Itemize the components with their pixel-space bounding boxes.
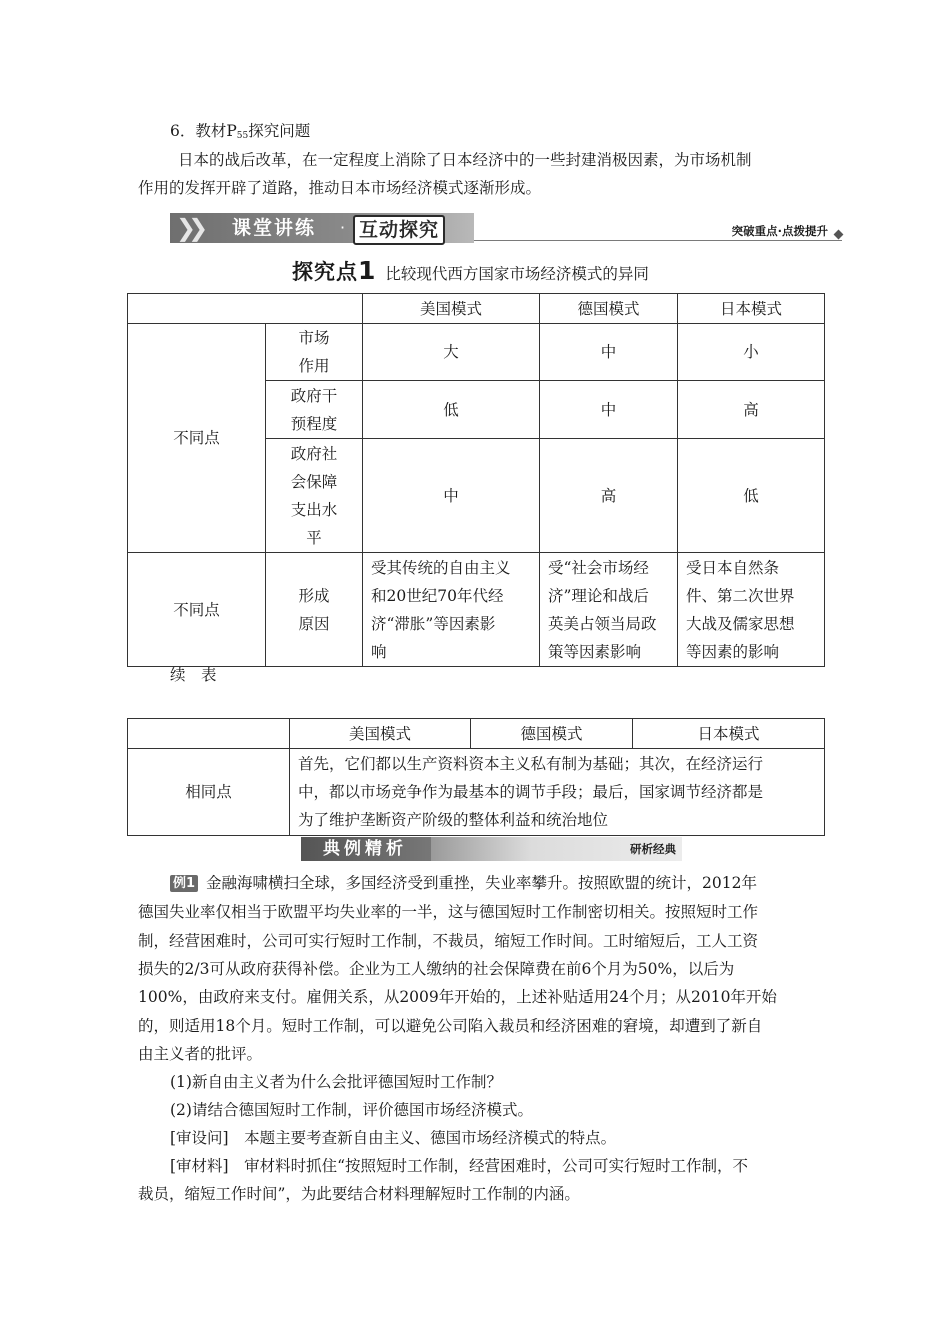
analysis-question: [审设问] 本题主要考查新自由主义、德国市场经济模式的特点。: [170, 1129, 617, 1147]
analysis-material-cont: 裁员，缩短工作时间”，为此要结合材料理解短时工作制的内涵。: [138, 1185, 580, 1203]
intro-paragraph-line2: 作用的发挥开辟了道路，推动日本市场经济模式逐渐形成。: [138, 179, 542, 197]
header-cell: 德国模式: [471, 719, 633, 749]
intro-paragraph-line1: 日本的战后改革，在一定程度上消除了日本经济中的一些封建消极因素，为市场机制: [178, 151, 752, 169]
table-row: 政府干 预程度 低 中 高: [128, 381, 825, 439]
example-line: 制，经营困难时，公司可实行短时工作制，不裁员，缩短工作时间。工时缩短后，工人工资: [138, 932, 759, 950]
example-line: 由主义者的批评。: [138, 1045, 263, 1063]
example-banner-subtitle: 研析经典: [630, 842, 676, 856]
table-row: 不同点 形成 原因 受其传统的自由主义 和20世纪70年代经 济“滞胀”等因素影 响 受“社会市场经 济”理论和战后 英美占领当局政 策等因素影响 受日本自然条 件、第二次世界 大战及儒家思想 等因素的影响: [128, 553, 825, 667]
header-cell: 德国模式: [540, 294, 678, 324]
group-label: 不同点: [128, 324, 266, 553]
similarity-table: [127, 718, 825, 836]
continued-label: 续 表: [170, 666, 217, 684]
question-1: (1)新自由主义者为什么会批评德国短时工作制？: [170, 1073, 502, 1091]
header-cell: 美国模式: [290, 719, 471, 749]
table-row: 不同点 市场 作用 大 中 小: [128, 324, 825, 381]
comparison-table: [127, 293, 825, 667]
analysis-material: [审材料] 审材料时抓住“按照短时工作制，经营困难时，公司可实行短时工作制，不: [170, 1157, 749, 1175]
textbook-item: 6．教材$P_{55}$探究问题: [170, 122, 311, 141]
diamond-icon: [834, 230, 844, 240]
example-banner: [301, 837, 682, 861]
section-banner: ❯❯ 课堂讲练 · 互动探究 突破重点·点拨提升: [170, 213, 842, 245]
example-line: 的，则适用18个月。短时工作制，可以避免公司陷入裁员和经济困难的窘境，却遭到了新自: [138, 1017, 763, 1035]
banner-subtitle: 突破重点·点拨提升: [731, 224, 828, 238]
header-cell: 日本模式: [678, 294, 825, 324]
example-line: 损失的2/3可从政府获得补偿。企业为工人缴纳的社会保障费在前6个月为50%，以后为: [138, 960, 735, 978]
header-cell: 美国模式: [363, 294, 540, 324]
group-label: 不同点: [128, 553, 266, 667]
header-cell: 日本模式: [633, 719, 825, 749]
question-2: (2)请结合德国短时工作制，评价德国市场经济模式。: [170, 1101, 533, 1119]
table-header-row: [128, 719, 825, 749]
example-banner-title: 典例精析: [323, 839, 407, 859]
table-row: 政府社 会保障 支出水 平 中 高 低: [128, 439, 825, 553]
example-line: 德国失业率仅相当于欧盟平均失业率的一半，这与德国短时工作制密切相关。按照短时工作: [138, 903, 759, 921]
example-badge: 例1: [170, 875, 198, 892]
example-line: 例1 金融海啸横扫全球，多国经济受到重挫，失业率攀升。按照欧盟的统计，2012年: [170, 869, 757, 897]
row-label: 相同点: [128, 749, 290, 836]
section-heading: 探究点1 比较现代西方国家市场经济模式的异同: [292, 256, 649, 285]
double-chevron-icon: ❯❯: [176, 214, 201, 242]
table-header-row: [128, 294, 825, 324]
table-row: 相同点 首先，它们都以生产资料资本主义私有制为基础；其次，在经济运行 中，都以市场竞争作为最基本的调节手段；最后，国家调节经济都是 为了维护垄断资产阶级的整体利益和统治地位: [128, 749, 825, 836]
example-line: 100%，由政府来支付。雇佣关系，从2009年开始的，上述补贴适用24个月；从2010年开始: [138, 988, 777, 1006]
banner-title-part1: 课堂讲练: [232, 217, 317, 239]
banner-title-part2: 互动探究: [353, 215, 445, 245]
